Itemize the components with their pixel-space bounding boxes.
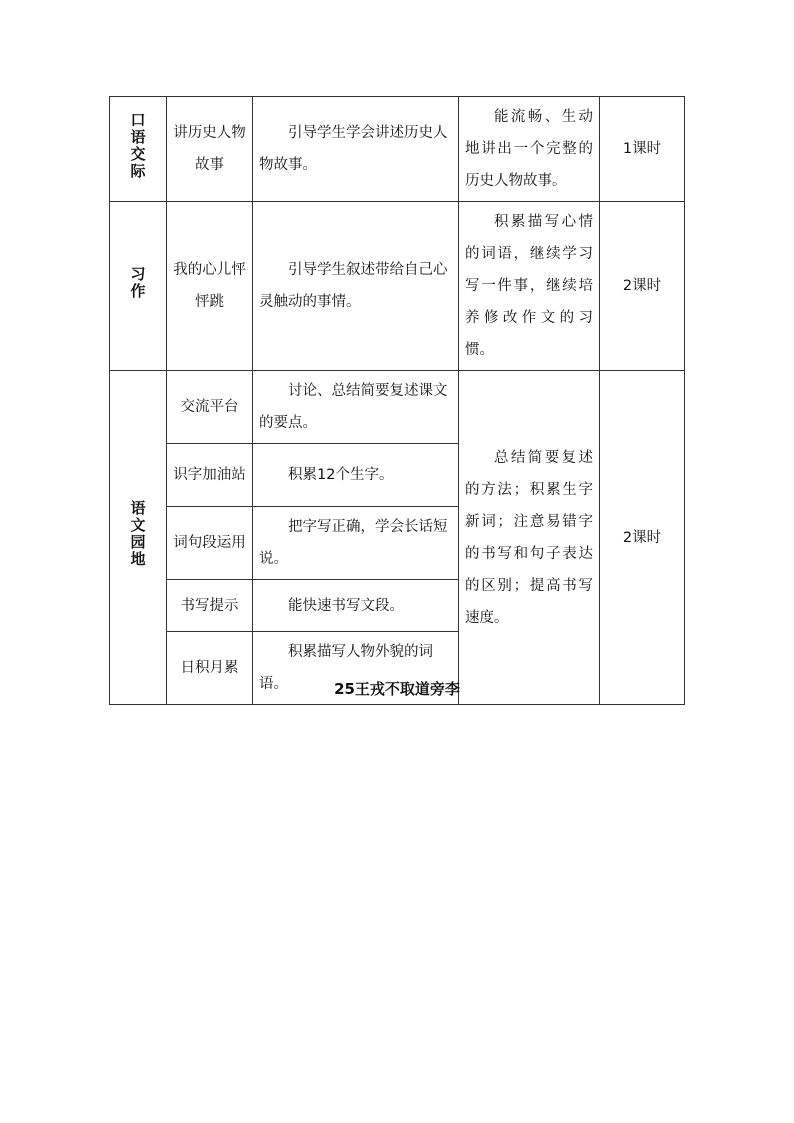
- goal-cell: 能快速书写文段。: [253, 580, 459, 632]
- hours-cell: 1课时: [600, 97, 685, 202]
- goal-cell: 把字写正确，学会长话短说。: [253, 507, 459, 580]
- item-cell: 讲历史人物故事: [167, 97, 253, 202]
- category-cell: [110, 202, 167, 371]
- item-cell: 词句段运用: [167, 507, 253, 580]
- goal-cell: 讨论、总结简要复述课文的要点。: [253, 371, 459, 444]
- key-point-cell: 积累描写心情的词语，继续学习写一件事，继续培养修改作文的习惯。: [459, 202, 600, 371]
- item-cell: 我的心儿怦怦跳: [167, 202, 253, 371]
- category-cell: [110, 97, 167, 202]
- goal-cell: 引导学生叙述带给自己心灵触动的事情。: [253, 202, 459, 371]
- item-cell: 日积月累: [167, 632, 253, 705]
- goal-cell: 积累12个生字。: [253, 444, 459, 507]
- goal-cell: 积累描写人物外貌的词语。: [253, 632, 459, 705]
- category-cell: [110, 371, 167, 705]
- hours-cell: 2课时: [600, 202, 685, 371]
- category-label: 语文园地: [130, 499, 146, 568]
- key-point-cell: 能流畅、生动地讲出一个完整的历史人物故事。: [459, 97, 600, 202]
- key-point-cell: 总结简要复述的方法；积累生字新词；注意易错字的书写和句子表达的区别；提高书写速度。: [459, 371, 600, 705]
- hours-cell: 2课时: [600, 371, 685, 705]
- lesson-title: 25王戎不取道旁李: [334, 680, 460, 698]
- category-label: 口语交际: [130, 110, 146, 180]
- item-cell: 书写提示: [167, 580, 253, 632]
- table-row: [110, 371, 685, 444]
- item-cell: 识字加油站: [167, 444, 253, 507]
- goal-cell: 引导学生学会讲述历史人物故事。: [253, 97, 459, 202]
- table-row: [110, 97, 685, 202]
- item-cell: 交流平台: [167, 371, 253, 444]
- table-row: [110, 202, 685, 371]
- category-label: 习作: [130, 264, 146, 300]
- lesson-plan-table: [109, 96, 685, 705]
